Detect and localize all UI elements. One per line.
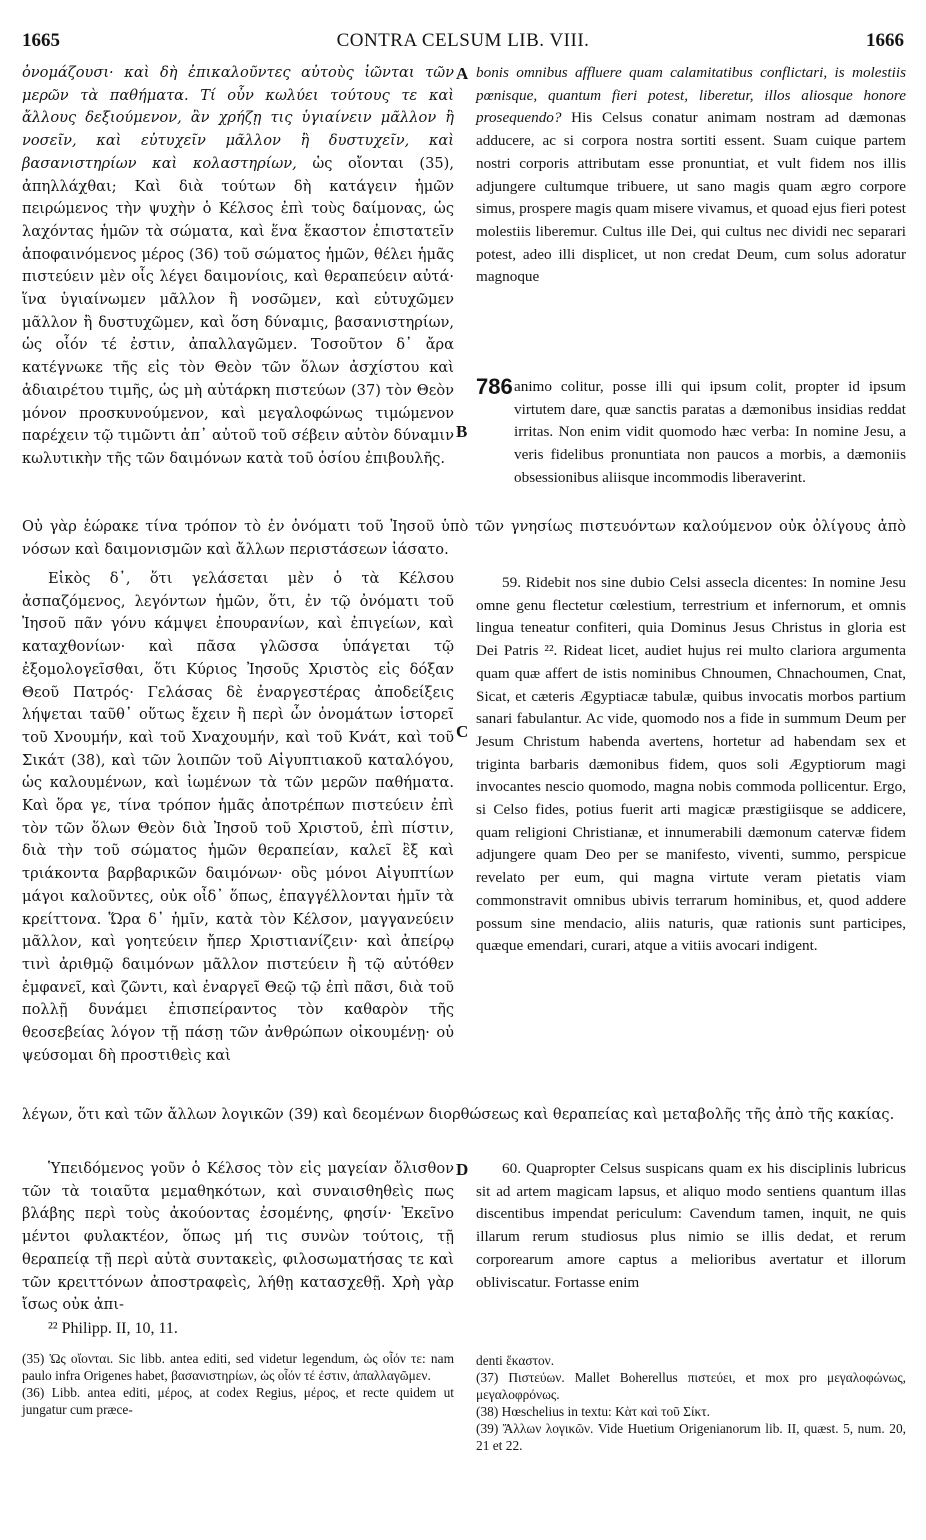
greek-text-full-2: λέγων, ὅτι καὶ τῶν ἄλλων λογικῶν (39) καὶ δεομένων διορθώσεως καὶ θεραπείας καὶ μεταβολῆς τῆς ἀπὸ τῆς κακίας. [22, 1106, 895, 1123]
biblical-reference: ²² Philipp. II, 10, 11. [48, 1320, 178, 1337]
footnote-39: (39) Ἄλλων λογικῶν. Vide Huetium Origenianorum lib. II, quæst. 5, num. 20, 21 et 22. [476, 1421, 906, 1453]
greek-column-block-3 [22, 1158, 454, 1317]
latin-column-block-2 [476, 572, 906, 958]
section-marker-b: B [456, 422, 468, 441]
latin-text-continued: animo colitur, posse illi qui ipsum colit, propter id ipsum virtutem dare, quæ sanctis paratas a dæmonibus insidias reddat irritas. Non enim vidit quomodo hæc verba: In nomine Jesu, a veris fidelibus pronuntiata non paucos a morbis, a dæmoniis obsessionibus aliisque incommodis liberaverint. [514, 378, 906, 486]
page-number-right: 1666 [866, 30, 904, 51]
latin-text-italic: bonis omnibus affluere quam calamitatibus conflictari, is molestiis pœnisque, quantum fieri potest, liberetur, illos aliosque honore prosequendo? [476, 64, 906, 127]
greek-full-width-2 [22, 1104, 906, 1127]
page-number-left: 1665 [22, 30, 60, 51]
latin-paragraph-60: 60. Quapropter Celsus suspicans quam ex his disciplinis lubricus sit ad artem magicam lapsus, et aliquo modo sentiens quantum illas discentibus impendat periculum: Cavendum tamen, inquit, ne quis illarum rerum studiosus plus nimio se illis dedat, et rerum corporearum amore captus a melioribus avertatur et illorum obliviscatur. Fortasse enim [476, 1160, 906, 1291]
running-header [22, 30, 904, 56]
column-number: 786 [476, 374, 513, 399]
running-title: CONTRA CELSUM LIB. VIII. [336, 30, 590, 51]
latin-column-block-1 [476, 62, 906, 289]
greek-full-width-1 [22, 516, 906, 561]
latin-column-block-3 [476, 1158, 906, 1294]
latin-column-after-number [514, 376, 906, 490]
greek-text: ὡς οἴονται (35), ἀπηλλάχθαι; Καὶ διὰ τούτων δὴ κατάγειν ἡμῶν πειρώμενος τὴν ψυχὴν ὁ Κέλσος ἐπὶ τοὺς δαίμονας, ὡς λαχόντας ἡμῶν τὰ σώματα, καὶ ἕνα ἕκαστον ἐπιστατεῖν ἀποφαινόμενος μέρος (36) τοῦ σώματος ἡμῶν, θέλει ἡμᾶς πιστεύειν μὲν οἷς λέγει δαιμονίοις, καὶ θεραπεύειν αὐτά· ἵνα ὑγιαίνωμεν μᾶλλον ἢ νοσῶμεν, καὶ εὐτυχῶμεν μᾶλλον ἢ δυστυχῶμεν, καὶ ὅση δύναμις, βασανιστηρίων, ὡς οἷόν τέ ἐστιν, ἀπαλλαγῶμεν. Τοσοῦτον δ᾽ ἄρα κατέγνωκε τῆς εἰς τὸν Θεὸν τῶν ὅλων ἀσχίστου καὶ ἀδιαιρέτου τιμῆς, ὡς μὴ αὐτάρκη πιστεύων (37) τὸν Θεὸν μόνον προσκυνούμενον, καὶ μεγαλοφώνως τιμώμενον παρέχειν τῷ τιμῶντι ἀπ᾽ αὐτοῦ τοῦ σέβειν αὐτὸν δύναμιν κωλυτικὴν τῆς τῶν δαιμόνων κατὰ τοῦ ὁσίου ἐπιβουλῆς. [22, 154, 454, 467]
greek-paragraph: Εἰκὸς δ᾽, ὅτι γελάσεται μὲν ὁ τὰ Κέλσου ἀσπαζόμενος, λεγόντων ἡμῶν, ὅτι, ἐν τῷ ὀνόματι τοῦ Ἰησοῦ πᾶν γόνυ κάμψει ἐπουρανίων, καὶ ἐπιγείων, καὶ καταχθονίων· καὶ πᾶσα γλῶσσα ὑπάγεται τῷ ἐξομολογεῖσθαι, ὅτι Κύριος Ἰησοῦς Χριστὸς εἰς δόξαν Θεοῦ Πατρός· Γελάσας δὲ ἐναργεστέρας ἀποδείξεις λήψεται ταῦθ᾽ οὕτως ἔχειν ἢ περὶ ὧν ὀνομάτων ἱστορεῖ τοῦ Χνουμήν, καὶ τοῦ Χναχουμήν, καὶ τοῦ Κνάτ, καὶ τοῦ Σικάτ (38), καὶ τῶν λοιπῶν τοῦ Αἰγυπτιακοῦ καταλόγου, ὡς καλουμένων, καὶ ἰωμένων τὰ τῶν μερῶν παθήματα. Καὶ ὅρα γε, τίνα τρόπον ἡμᾶς ἀποτρέπων πιστεύειν ἐπὶ τὸν τῶν ὅλων Θεὸν διὰ Ἰησοῦ τοῦ Χριστοῦ, ἐπὶ πίστιν, διὰ τὴν τοῦ σώματος ἡμῶν θεραπείαν, καλεῖ ἓξ καὶ τριάκοντα βαρβαρικῶν δαιμόνων· οὓς μόνοι Αἰγυπτίων μάγοι καλοῦντες, οὐκ οἶδ᾽ ὅπως, ἐπαγγέλλονται ἡμῖν τὰ κρείττονα. Ὥρα δ᾽ ἡμῖν, κατὰ τὸν Κέλσον, μαγγανεύειν μᾶλλον, καὶ γοητεύειν ἤπερ Χριστιανίζειν· καὶ ἀπείρῳ τινὶ ἀριθμῷ δαιμόνων μᾶλλον πιστεύειν ἢ τῷ αὐτόθεν ἐμφανεῖ, καὶ ζῶντι, καὶ ἐναργεῖ Θεῷ τῷ ἐπὶ πᾶσι, διὰ τοῦ πολλῇ δυνάμει ἐπισπείραντος τὸν καθαρὸν τῆς θεοσεβείας λόγον τῇ πάσῃ τῶν ἀνθρώπων οἰκουμένῃ· οὐ ψεύσομαι δὴ προστιθεὶς καὶ [22, 570, 454, 1064]
footnotes-right [476, 1352, 906, 1454]
footnote-37: (37) Πιστεύων. Mallet Boherellus πιστεύει, et mox pro μεγαλοφώνως, μεγαλοφρόνως. [476, 1370, 906, 1402]
section-marker-a: A [456, 64, 469, 83]
greek-text-italic: ὀνομάζουσι· καὶ δὴ ἐπικαλοῦντες αὐτοὺς ἰῶνται τῶν μερῶν τὰ παθήματα. Τί οὖν κωλύει τούτους τε καὶ ἄλλους δεξιούμενον, ἂν χρήζῃ τις ὑγιαίνειν μᾶλλον ἢ νοσεῖν, καὶ εὐτυχεῖν μᾶλλον ἢ δυστυχεῖν, καὶ βασανιστηρίων καὶ κολαστηρίων, [22, 64, 454, 172]
section-marker-c: C [456, 722, 469, 741]
section-marker-d: D [456, 1160, 469, 1179]
footnote-36-continued: denti ἕκαστον. [476, 1353, 555, 1368]
footnote-35: (35) Ὡς οἴονται. Sic libb. antea editi, sed videtur legendum, ὡς οἷόν τε: nam paulo infra Origenes habet, βασανιστηρίων, ὡς οἷόν τέ ἐστιν, ἀπαλλαγῶμεν. [22, 1351, 454, 1383]
footnote-38: (38) Hœschelius in textu: Κὰτ καὶ τοῦ Σίκτ. [476, 1404, 711, 1419]
greek-paragraph-3: Ὑπειδόμενος γοῦν ὁ Κέλσος τὸν εἰς μαγείαν ὄλισθον τῶν τὰ τοιαῦτα μεμαθηκότων, καὶ συναισθηθεὶς πως βλάβης περὶ τοὺς ἀκούοντας ἐσομένης, φησίν· Ἐκεῖνο μέντοι φυλακτέον, ὅπως μή τις συνὼν τούτοις, τῇ θεραπείᾳ τῇ περὶ αὐτὰ συντακεὶς, φιλοσωματήσας τε καὶ τῶν κρειττόνων ἀποστραφεὶς, λήθῃ κατασχεθῇ. Χρὴ γὰρ ἴσως οὐκ ἀπι- [22, 1160, 454, 1314]
footnotes-left [22, 1350, 454, 1418]
latin-paragraph-59: 59. Ridebit nos sine dubio Celsi assecla dicentes: In nomine Jesu omne genu flectetur cœlestium, terrestrium et infernorum, et omnis lingua teneatur confiteri, quia Dominus Jesus Christus in gloria est Dei Patris ²². Rideat licet, audiet hujus rei multo clariora argumenta quam quæ affert de istis nominibus Chnoumen, Chnachoumen, Cnat, Sicat, et cæteris Ægyptiacæ tabulæ, quibus invocatis morbos partium sanari fabulantur. Ac vide, quomodo nos a fide in summum Deum per Jesum Christum habenda avertens, hortetur ad habendam sex et triginta barbaris dæmonibus fidem, quos soli Ægyptiorum magi invocantes nescio quomodo, magna nobis commoda pollicentur. Ergo, si Celso fides, potius fuerit arti magicæ præstigiisque se addicere, quam religioni Christianæ, et innumerabili dæmonum catervæ fidem adjungere quam Deo per se manifesto, viventi, summo, perspicue revelato per eum, qui magna virtute veram pietatis viam commonstravit omnibus ubivis terrarum hominibus, et, quod addere possum sine mendacio, aliis naturis, quæ rationis sunt participes, quæque emendari, curari, atque a vitiis avocari indigent. [476, 574, 906, 955]
greek-column-block-2 [22, 568, 454, 1067]
greek-column-block-1 [22, 62, 454, 471]
latin-text: His Celsus conatur animam nostram ad dæmonas adducere, ac si corpora nostra sortiti essent. Suam cuique partem nostri corporis attributam esse pronuntiat, et vult fidem nos illis adjungere cultumque tribuere, ut sano magis quam ægro corpore simus, prospere magis quam misere vivamus, et quoad ejus fieri potest molestiis liberemur. Cultus ille Dei, qui cultus nec dividi nec separari potest, adeo illi displicet, ut non credat Deum, cum solus adoratur magnoque [476, 109, 906, 286]
footnote-36: (36) Libb. antea editi, μέρος, at codex Regius, μέρος, et recte quidem ut jungatur cum præce- [22, 1385, 454, 1417]
greek-text-full: Οὐ γὰρ ἑώρακε τίνα τρόπον τὸ ἐν ὀνόματι τοῦ Ἰησοῦ ὑπὸ τῶν γνησίως πιστευόντων καλούμενον οὐκ ὀλίγους ἀπὸ νόσων καὶ δαιμονισμῶν καὶ ἄλλων περιστάσεων ἰάσατο. [22, 518, 906, 558]
